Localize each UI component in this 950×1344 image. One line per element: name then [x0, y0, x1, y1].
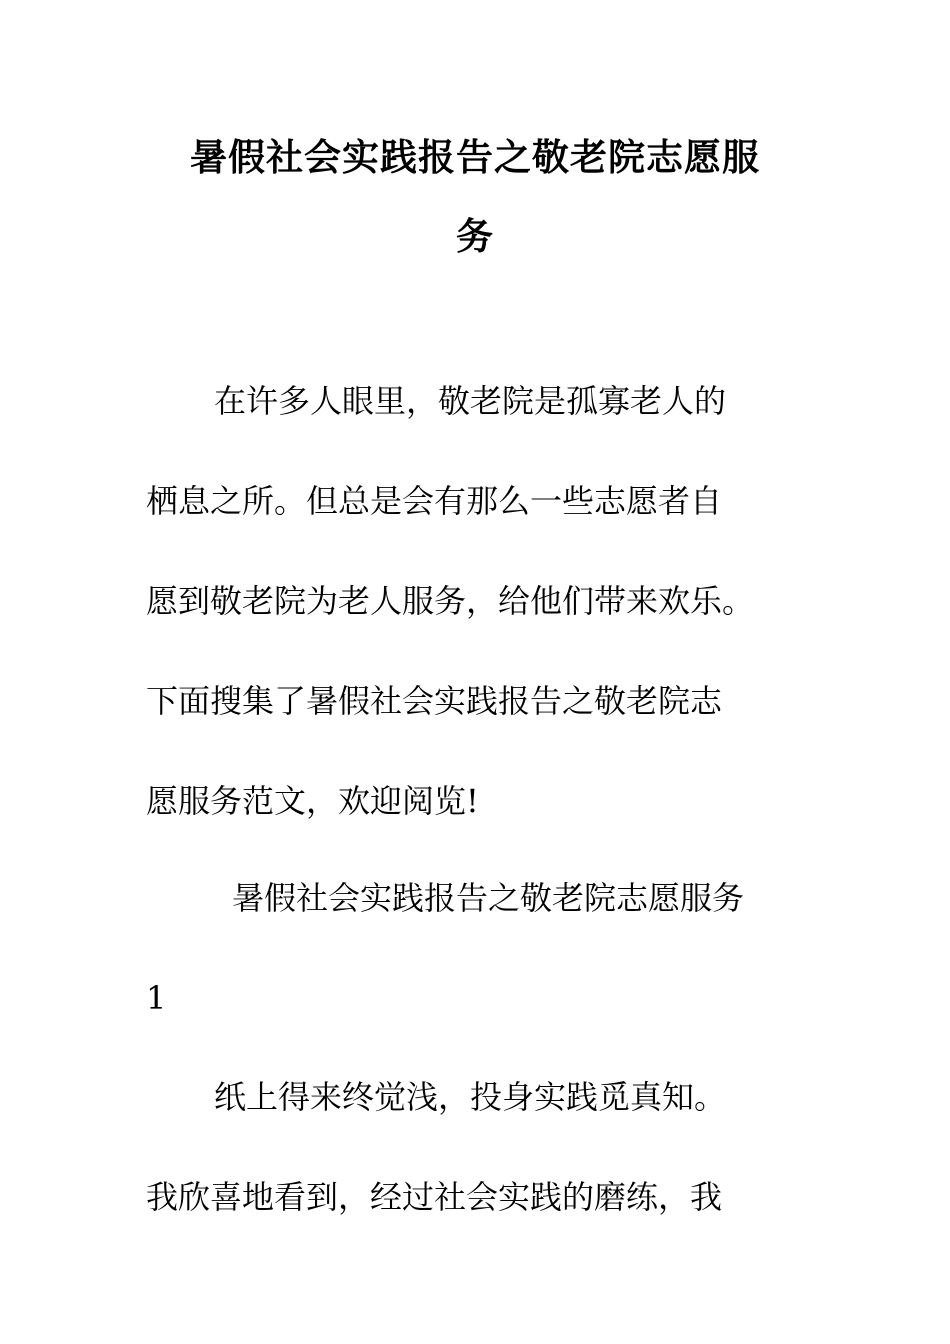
- document-title: [140, 118, 810, 276]
- intro-paragraph: [146, 351, 806, 851]
- body-paragraph: [146, 1047, 806, 1247]
- section-heading-line: 1: [146, 979, 167, 1017]
- paragraph-line: 愿服务范文，欢迎阅览!: [146, 782, 479, 820]
- paragraph-line: 纸上得来终觉浅，投身实践觅真知。: [214, 1078, 727, 1116]
- title-line: 务: [456, 214, 494, 258]
- section-heading: [146, 848, 806, 1048]
- paragraph-line: 下面搜集了暑假社会实践报告之敬老院志: [146, 682, 723, 720]
- paragraph-line: 愿到敬老院为老人服务，给他们带来欢乐。: [146, 582, 755, 620]
- paragraph-line: 我欣喜地看到，经过社会实践的磨练，我: [146, 1178, 723, 1216]
- section-heading-line: 暑假社会实践报告之敬老院志愿服务: [232, 879, 745, 917]
- title-line: 暑假社会实践报告之敬老院志愿服: [190, 135, 760, 179]
- paragraph-line: 在许多人眼里，敬老院是孤寡老人的: [214, 382, 727, 420]
- paragraph-line: 栖息之所。但总是会有那么一些志愿者自: [146, 482, 723, 520]
